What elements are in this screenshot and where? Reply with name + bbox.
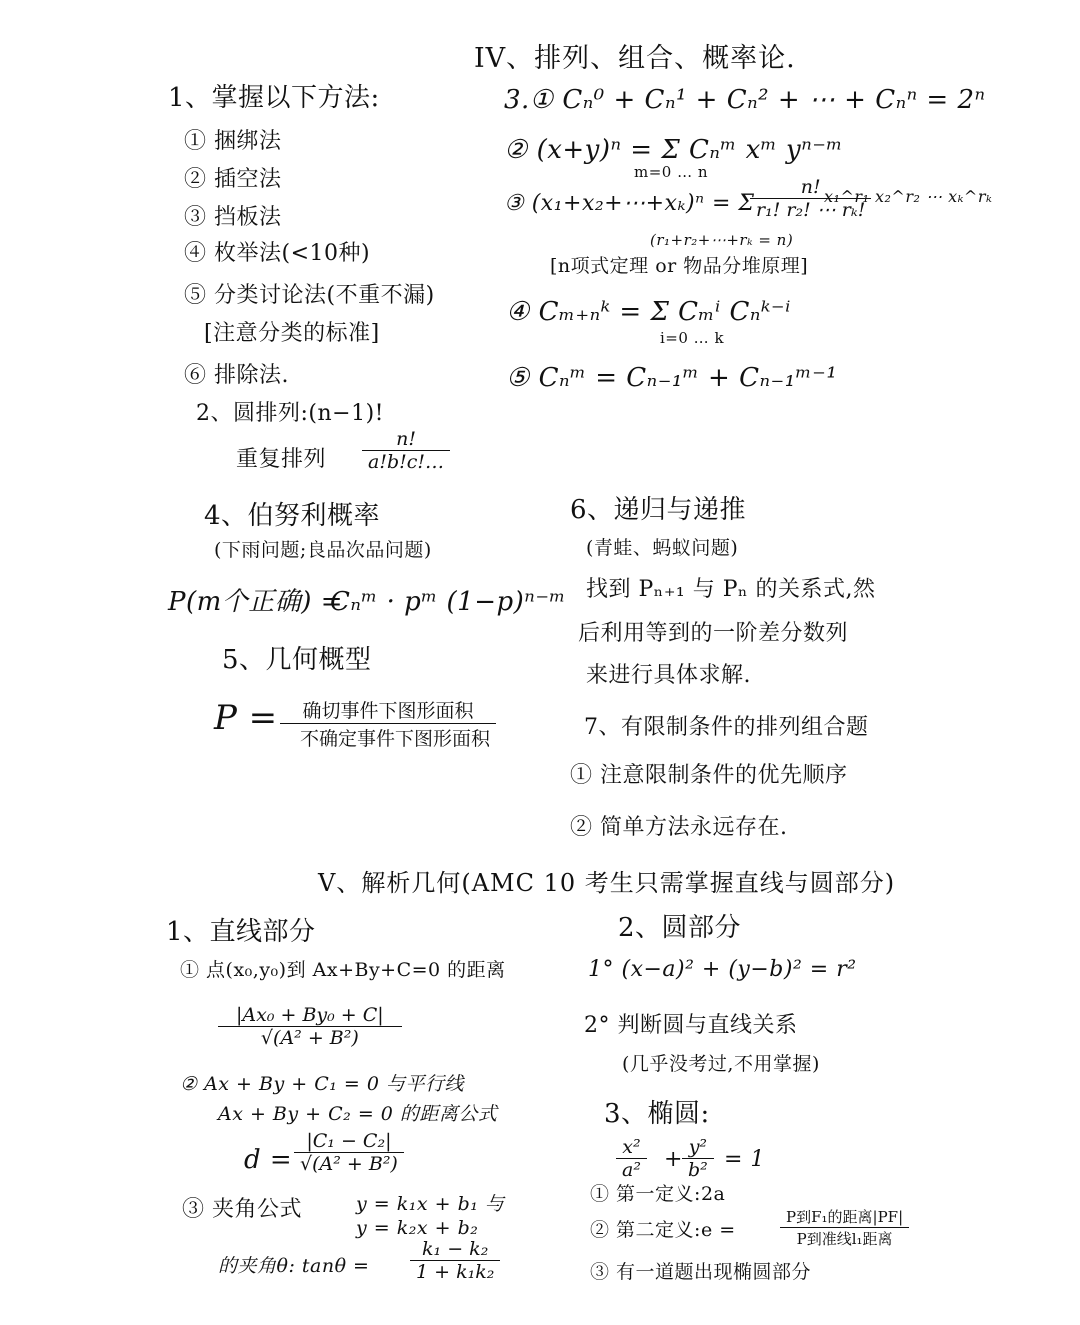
geometric-probability-denominator: 不确定事件下图形面积 xyxy=(300,728,491,750)
binomial-theorem: ② (x+y)ⁿ = Σ Cₙᵐ xᵐ yⁿ⁻ᵐ xyxy=(504,135,843,165)
angle-formula-line-2: y = k₂x + b₂ xyxy=(356,1217,479,1239)
parallel-distance-numerator: |C₁ − C₂| xyxy=(294,1130,404,1153)
parallel-lines-1: ② Ax + By + C₁ = 0 与平行线 xyxy=(180,1073,464,1095)
binomial-sum-formula: 3.① Cₙ⁰ + Cₙ¹ + Cₙ² + ⋯ + Cₙⁿ = 2ⁿ xyxy=(504,85,986,115)
method-casework-note: [注意分类的标准] xyxy=(204,321,380,346)
bernoulli-formula-lhs: P(m个正确) = xyxy=(168,587,343,617)
pascal-identity: ⑤ Cₙᵐ = Cₙ₋₁ᵐ + Cₙ₋₁ᵐ⁻¹ xyxy=(506,363,838,393)
parallel-distance-denominator: √(A² + B²) xyxy=(300,1153,398,1175)
method-divider: ③ 挡板法 xyxy=(184,205,282,230)
point-line-distance-label: ① 点(x₀,y₀)到 Ax+By+C=0 的距离 xyxy=(180,959,506,981)
bernoulli-formula-rhs: Cₙᵐ · pᵐ (1−p)ⁿ⁻ᵐ xyxy=(330,587,566,617)
vandermonde-limits: i=0 … k xyxy=(660,329,725,347)
method-enumerate: ④ 枚举法(<10种) xyxy=(184,241,371,266)
multinomial-lhs: ③ (x₁+x₂+⋯+xₖ)ⁿ = Σ xyxy=(504,191,755,216)
angle-formula-label: ③ 夹角公式 xyxy=(182,1197,302,1222)
angle-formula-denominator: 1 + k₁k₂ xyxy=(416,1261,495,1283)
multinomial-note: [n项式定理 or 物品分堆原理] xyxy=(550,255,809,277)
ellipse-term-y xyxy=(682,1136,714,1181)
angle-formula-line-1: y = k₁x + b₁ 与 xyxy=(356,1193,505,1215)
ellipse-eccentricity-denominator: P到准线l₁距离 xyxy=(796,1230,893,1248)
repeat-permutation-label: 重复排列 xyxy=(236,447,327,472)
geometric-probability-fraction xyxy=(280,696,496,751)
bernoulli-note: (下雨问题;良品次品问题) xyxy=(214,539,432,561)
method-insert-gap: ② 插空法 xyxy=(184,167,282,192)
restricted-permutation-heading: 7、有限制条件的排列组合题 xyxy=(584,715,869,740)
ellipse-plus: + xyxy=(664,1147,683,1172)
section-v-title: V、解析几何(AMC 10 考生只需掌握直线与圆部分) xyxy=(318,869,896,897)
point-line-distance-numerator: |Ax₀ + By₀ + C| xyxy=(218,1004,402,1027)
geometric-probability-numerator: 确切事件下图形面积 xyxy=(280,696,496,724)
circle-line-relation-note: (几乎没考过,不用掌握) xyxy=(622,1053,820,1075)
point-line-distance-fraction xyxy=(218,1004,402,1049)
multinomial-rhs: x₁^r₁ x₂^r₂ ⋯ xₖ^rₖ xyxy=(824,187,993,206)
ellipse-exam-note: ③ 有一道题出现椭圆部分 xyxy=(590,1261,812,1283)
ellipse-heading: 3、椭圆: xyxy=(604,1099,710,1129)
repeat-permutation-fraction xyxy=(362,428,450,473)
restricted-permutation-1: ① 注意限制条件的优先顺序 xyxy=(570,763,848,788)
angle-formula-lhs: 的夹角θ: tanθ = xyxy=(218,1255,370,1277)
ellipse-equals: = 1 xyxy=(724,1147,765,1172)
recursion-line-1: 找到 Pₙ₊₁ 与 Pₙ 的关系式,然 xyxy=(586,577,876,602)
parallel-lines-2: Ax + By + C₂ = 0 的距离公式 xyxy=(218,1103,498,1125)
ellipse-eccentricity-numerator: P到F₁的距离|PF| xyxy=(780,1206,909,1228)
ellipse-first-definition: ① 第一定义:2a xyxy=(590,1183,726,1205)
parallel-distance-fraction xyxy=(294,1130,404,1175)
recursion-heading: 6、递归与递推 xyxy=(570,495,747,525)
multinomial-denominator: r₁! r₂! ⋯ rₖ! xyxy=(756,199,866,221)
binomial-theorem-limits: m=0 … n xyxy=(634,163,709,181)
repeat-permutation-numerator: n! xyxy=(362,428,450,451)
section-iv-title: IV、排列、组合、概率论. xyxy=(474,43,796,74)
method-binding: ① 捆绑法 xyxy=(184,129,282,154)
geometric-probability-heading: 5、几何概型 xyxy=(222,645,372,675)
ellipse-term-y-denominator: b² xyxy=(688,1159,708,1181)
angle-formula-numerator: k₁ − k₂ xyxy=(410,1238,500,1261)
multinomial-numerator: n! xyxy=(750,176,871,199)
ellipse-second-definition: ② 第二定义:e = xyxy=(590,1219,736,1241)
ellipse-term-x-numerator: x² xyxy=(616,1136,647,1159)
methods-heading: 1、掌握以下方法: xyxy=(168,83,380,113)
angle-formula-fraction xyxy=(410,1238,500,1283)
vandermonde-identity: ④ Cₘ₊ₙᵏ = Σ Cₘⁱ Cₙᵏ⁻ⁱ xyxy=(506,297,791,327)
circle-equation: 1° (x−a)² + (y−b)² = r² xyxy=(588,957,857,982)
recursion-line-2: 后利用等到的一阶差分数列 xyxy=(578,621,849,646)
point-line-distance-denominator: √(A² + B²) xyxy=(260,1027,359,1049)
line-part-heading: 1、直线部分 xyxy=(166,917,316,947)
multinomial-condition: (r₁+r₂+⋯+rₖ = n) xyxy=(650,231,794,249)
ellipse-term-x xyxy=(616,1136,647,1181)
bernoulli-heading: 4、伯努利概率 xyxy=(204,501,381,531)
ellipse-term-x-denominator: a² xyxy=(622,1159,641,1181)
circular-permutation: 2、圆排列:(n−1)! xyxy=(196,401,385,426)
circle-part-heading: 2、圆部分 xyxy=(618,913,742,943)
method-casework: ⑤ 分类讨论法(不重不漏) xyxy=(184,283,435,308)
geometric-probability-lhs: P = xyxy=(214,698,278,738)
ellipse-eccentricity-fraction xyxy=(780,1206,909,1249)
recursion-note: (青蛙、蚂蚁问题) xyxy=(586,537,739,559)
parallel-distance-lhs: d = xyxy=(244,1145,293,1175)
restricted-permutation-2: ② 简单方法永远存在. xyxy=(570,815,788,840)
recursion-line-3: 来进行具体求解. xyxy=(586,663,751,688)
repeat-permutation-denominator: a!b!c!… xyxy=(368,451,445,473)
ellipse-term-y-numerator: y² xyxy=(682,1136,714,1159)
circle-line-relation: 2° 判断圆与直线关系 xyxy=(584,1013,798,1038)
method-exclusion: ⑥ 排除法. xyxy=(184,363,289,388)
